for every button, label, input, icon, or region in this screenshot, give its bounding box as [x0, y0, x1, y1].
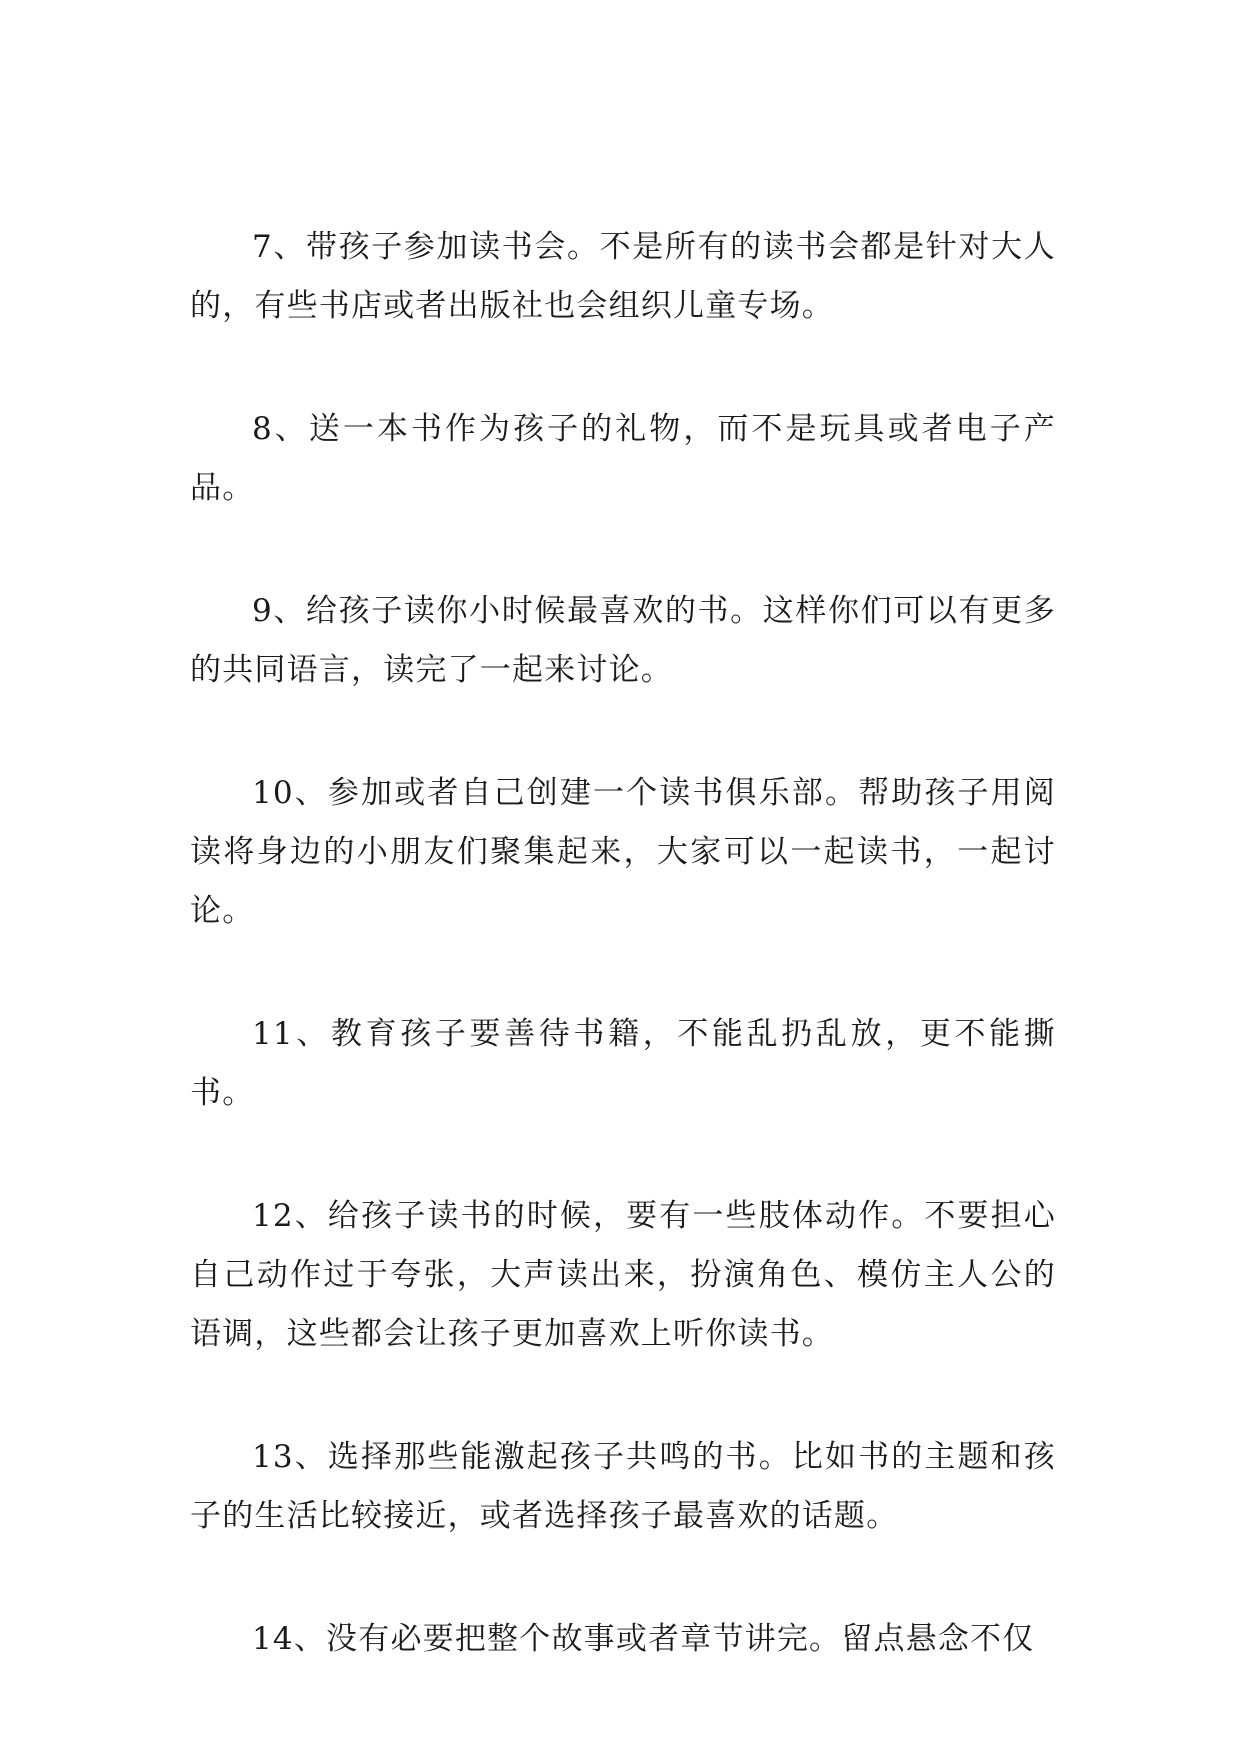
paragraph-10: 10、参加或者自己创建一个读书俱乐部。帮助孩子用阅读将身边的小朋友们聚集起来，大家可以一起读书，一起讨论。	[190, 775, 1056, 929]
paragraph-7: 7、带孩子参加读书会。不是所有的读书会都是针对大人的，有些书店或者出版社也会组织儿童专场。	[190, 229, 1056, 324]
paragraph-14: 14、没有必要把整个故事或者章节讲完。留点悬念不仅	[252, 1621, 1035, 1657]
paragraph-8: 8、送一本书作为孩子的礼物，而不是玩具或者电子产品。	[190, 411, 1056, 506]
document-body	[190, 218, 1056, 1669]
paragraph-12: 12、给孩子读书的时候，要有一些肢体动作。不要担心自己动作过于夸张，大声读出来，扮演角色、模仿主人公的语调，这些都会让孩子更加喜欢上听你读书。	[190, 1198, 1056, 1352]
paragraph-9: 9、给孩子读你小时候最喜欢的书。这样你们可以有更多的共同语言，读完了一起来讨论。	[190, 593, 1056, 688]
paragraph-11: 11、教育孩子要善待书籍，不能乱扔乱放，更不能撕书。	[190, 1016, 1056, 1111]
paragraph-13: 13、选择那些能激起孩子共鸣的书。比如书的主题和孩子的生活比较接近，或者选择孩子最喜欢的话题。	[190, 1439, 1056, 1534]
